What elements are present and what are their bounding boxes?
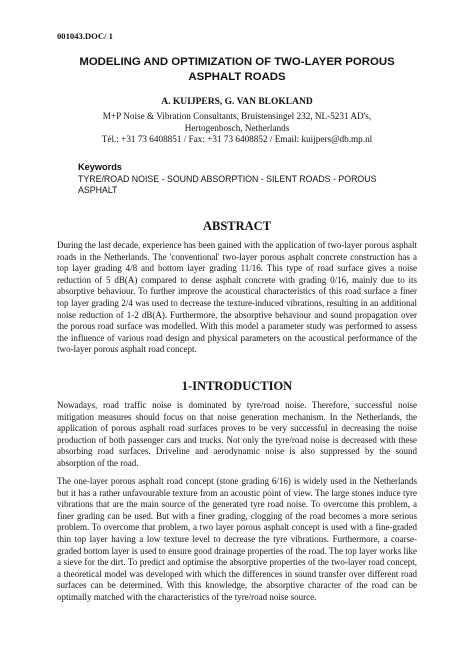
introduction-heading: 1-INTRODUCTION bbox=[181, 379, 293, 393]
author-list: A. KUIJPERS, G. VAN BLOKLAND bbox=[161, 97, 313, 107]
affiliation-line: M+P Noise & Vibration Consultants, Bruistensingel 232, NL-5231 AD's, bbox=[102, 111, 372, 121]
paper-title: MODELING AND OPTIMIZATION OF TWO-LAYER POROUS ASPHALT ROADS bbox=[79, 56, 395, 83]
contact-line: Tél.: +31 73 6408851 / Fax: +31 73 6408852 / Email: kuijpers@db.mp.nl bbox=[101, 134, 373, 145]
abstract-heading: ABSTRACT bbox=[202, 219, 272, 233]
introduction-paragraph: Nowadays, road traffic noise is dominated by tyre/road noise. Therefore, successful noise mitigation measures should focus on that noise generation mechanism. In the Netherlands, the application of porous asphalt road surfaces proves to be very successful in decreasing the noise production of both passenger cars and trucks. Not only the tyre/road noise is decreased with these absorbing road surfaces. Driveline and aerodynamic noise is also suppressed by the sound absorption of the road. bbox=[57, 400, 417, 468]
affiliation bbox=[57, 111, 417, 146]
affiliation-line: Hertogenbosch, Netherlands bbox=[184, 122, 290, 133]
introduction-paragraph: The one-layer porous asphalt road concept (stone grading 6/16) is widely used in the Netherlands but it has a rather unfavourable texture from an acoustic point of view. The large stones induce tyre vibrations that are the main source of the generated tyre road noise. To overcome this problem, a finer grading can be used. But with a finer grading, clogging of the road becomes a more serious problem. To overcome that problem, a two layer porous asphalt concept is used with a fine-graded thin top layer having a low texture level to decrease the tyre vibrations. Furthermore, a coarse-graded bottom layer is used to ensure good drainage properties of the road. The top layer works like a sieve for the dirt. To predict and optimise the absorptive properties of the two-layer road concept, a theoretical model was developed with which the differences in sound transfer over different road surfaces can be determined. With this knowledge, the absorptive character of the road can be optimally matched with the characteristics of the tyre/road noise source. bbox=[57, 476, 417, 602]
keywords-text: TYRE/ROAD NOISE - SOUND ABSORPTION - SILENT ROADS - POROUS ASPHALT bbox=[78, 174, 377, 195]
abstract-text: During the last decade, experience has been gained with the application of two-layer porous asphalt roads in the Netherlands. The 'conventional' two-layer porous asphalt concrete construction has a top layer grading 4/8 and bottom layer grading 11/16. This type of road surface gives a noise reduction of 5 dB(A) compared to dense asphalt concrete with grading 0/16, mainly due to its absorptive behaviour. To further improve the acoustical characteristics of this road surface a finer top layer grading 2/4 was used to decrease the texture-induced vibrations, resulting in an additional noise reduction of 1-2 dB(A). Furthermore, the absorptive behaviour and sound propagation over the porous road surface was modelled. With this model a parameter study was performed to assess the influence of various road design and physical parameters on the acoustical performance of the two-layer porous asphalt road concept. bbox=[57, 240, 417, 355]
document-id: 001043.DOC/ 1 bbox=[57, 31, 113, 41]
keywords-heading: Keywords bbox=[78, 162, 122, 172]
